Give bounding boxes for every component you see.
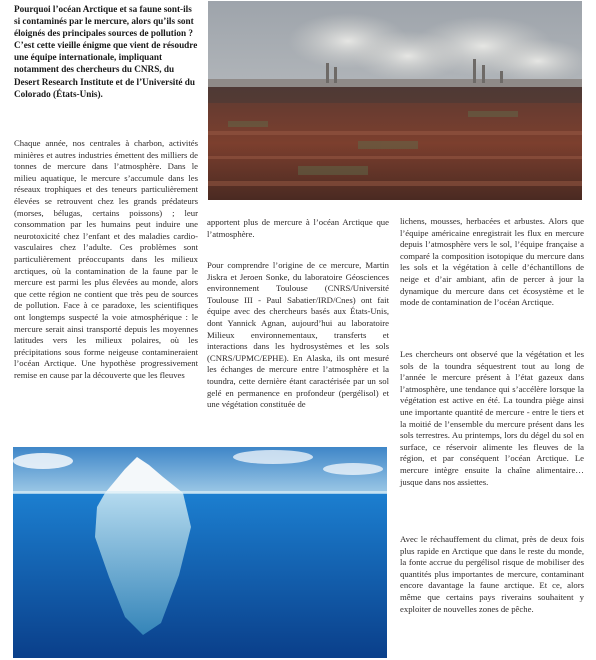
- column-1: [14, 138, 198, 381]
- body-paragraph: Chaque année, nos centrales à charbon, activités minières et autres industries émettent des milliers de tonnes de mercure dans l’atmosphère. Dans le milieu aquatique, le mercure s’accumule dans les réseaux trophiques et des teneurs particulièrement élevées se retrouvent chez les grands prédateurs (morses, bélugas, certains poissons) ; leur consommation par les humains peut induire une neurotoxicité chez l’enfant et des maladies cardio-vasculaires chez l’adulte. Ces problèmes sont particulièrement préoccupants dans les milieux arctiques, où la contamination de la faune par le mercure est parmi les plus élevées au monde, alors que cette région ne contient que très peu de sources de pollution. Face à ce paradoxe, les scientifiques ont longtemps suspecté la voie atmosphérique : le mercure serait ainsi transporté depuis les moyennes latitudes vers les milieux polaires, où les précipitations sous forme neigeuse contamineraient l’océan Arctique. Une hypothèse progressivement remise en cause par la découverte que les fleuves: [14, 138, 198, 380]
- body-paragraph: Avec le réchauffement du climat, près de deux fois plus rapide en Arctique que dans le reste du monde, la fonte accrue du pergélisol risque de mobiliser des quantités plus importantes de mercure, contaminant encore davantage la faune arctique. Et ce, alors même que certains pays riverains souhaitent y exploiter de nouvelles zones de pêche.: [400, 534, 584, 614]
- iceberg-photo: [13, 447, 387, 658]
- column-2-top: [207, 217, 389, 240]
- column-2: [207, 260, 389, 411]
- body-paragraph: Les chercheurs ont observé que la végétation et les sols de la toundra séquestrent tout au long de l’année le mercure présent à l’état gazeux dans l’atmosphère, une tendance qui s’accélère lorsque la végétation est active en été. La toundra piège ainsi une importante quantité de mercure - entre le tiers et la moitié de l’ensemble du mercure présent dans les sols terrestres. Au printemps, lors du dégel du sol en surface, ce réservoir alimente les fleuves de la région, et par conséquent l’océan Arctique. Le mercure intègre ensuite la chaîne alimentaire… jusque dans nos assiettes.: [400, 349, 584, 487]
- body-paragraph: Pour comprendre l’origine de ce mercure, Martin Jiskra et Jeroen Sonke, du laboratoire Géosciences environnement Toulouse (CNRS/Université Toulouse III - Paul Sabatier/IRD/Cnes) ont fait équipe avec des chercheurs basés aux États-Unis, dont Yannick Agnan, aujourd’hui au laboratoire Milieux environnementaux, transferts et interactions dans les hydrosystèmes et les sols (CNRS/UPMC/EPHE). En Alaska, ils ont mesuré les échanges de mercure entre l’atmosphère et la toundra, cette dernière étant caractérisée par un sol gelé en permanence en profondeur (pergélisol) et une végétation constituée de: [207, 260, 389, 410]
- body-paragraph: lichens, mousses, herbacées et arbustes. Alors que l’équipe américaine enregistrait les flux en mercure depuis l’atmosphère vers le sol, l’équipe française a comparé la composition isotopique du mercure dans les sols et la végétation à celle d’échantillons de neige et d’air ambiant, afin de percer à jour la dynamique du mercure dans cet écosystème et le mode de contamination de l’océan Arctique.: [400, 216, 584, 308]
- industrial-smokestacks-forest-photo: [208, 1, 582, 200]
- lead-paragraph: Pourquoi l’océan Arctique et sa faune sont-ils si contaminés par le mercure, alors qu’ils sont éloignés des principales sources de pollution ? C’est cette vieille énigme que vient de résoudre une équipe internationale, impliquant notamment des chercheurs du CNRS, du Desert Research Institute et de l’Université du Colorado (États-Unis).: [14, 4, 198, 99]
- column-3-middle: [400, 349, 584, 488]
- column-3-top: [400, 216, 584, 309]
- column-3-bottom: [400, 534, 584, 615]
- body-paragraph: apportent plus de mercure à l’océan Arctique que l’atmosphère.: [207, 217, 389, 239]
